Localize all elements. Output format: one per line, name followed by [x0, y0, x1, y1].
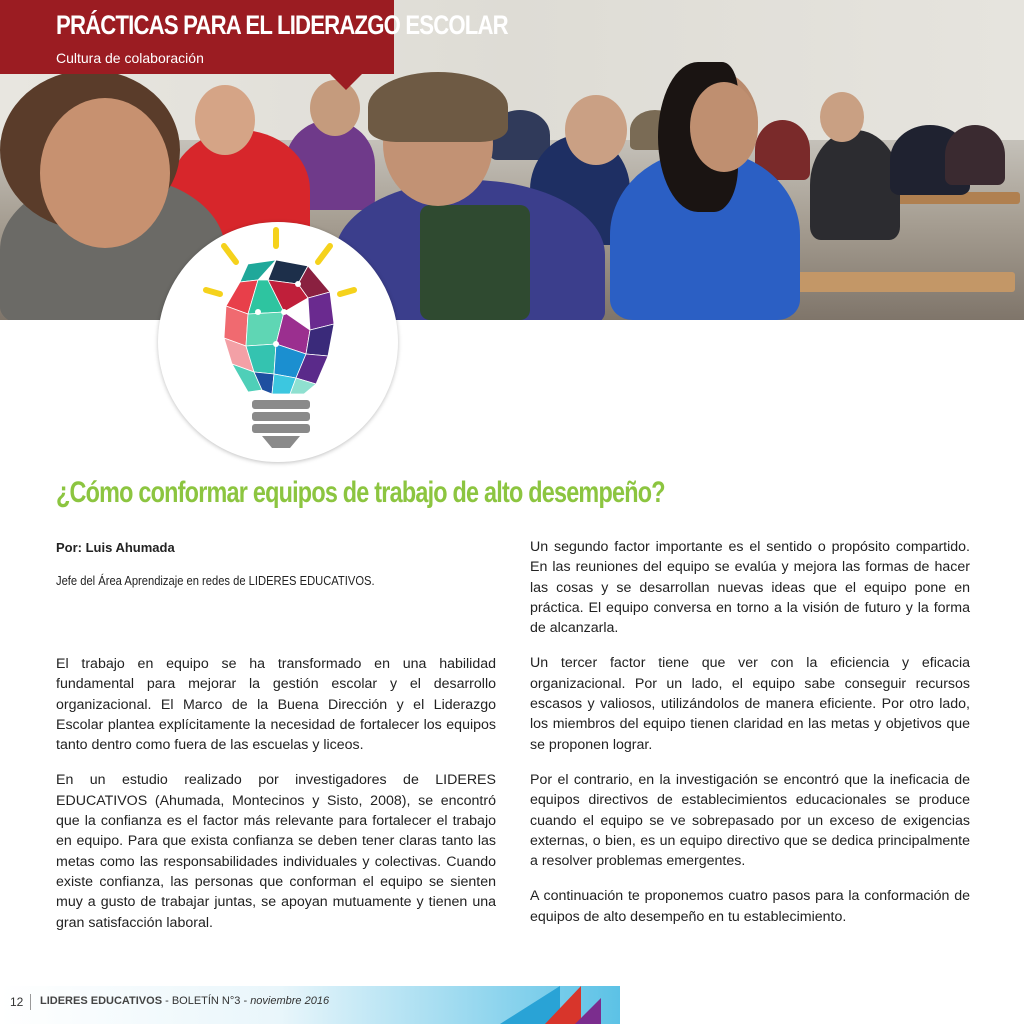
- lightbulb-icon: [158, 222, 398, 462]
- banner-notch: [330, 74, 362, 90]
- footer-separator: -: [240, 995, 251, 1007]
- footer-divider: [30, 994, 31, 1010]
- footer-issue: BOLETÍN N°3: [171, 995, 241, 1007]
- paragraph: Un tercer factor tiene que ver con la eficiencia y eficacia organizacional. Por un lado, el equipo sabe conseguir recursos escasos y valiosos, utilizándolos de manera eficiente. Por otro lado, los miembros del equipo tienen claridad en las metas y objetivos que se proponen lograr.: [530, 655, 970, 753]
- article-column-left: [56, 654, 496, 948]
- footer-credits: [40, 995, 329, 1007]
- article-byline: Por: Luis Ahumada: [56, 540, 175, 555]
- footer-brand: LIDERES EDUCATIVOS: [40, 995, 163, 1007]
- article-column-right: [530, 537, 970, 942]
- footer-decor-purple: [575, 998, 601, 1024]
- article-headline: ¿Cómo conformar equipos de trabajo de alto desempeño?: [56, 476, 665, 509]
- author-role: Jefe del Área Aprendizaje en redes de LIDERES EDUCATIVOS.: [56, 573, 375, 588]
- section-banner: [0, 0, 508, 74]
- paragraph: En un estudio realizado por investigadores de LIDERES EDUCATIVOS (Ahumada, Montecinos y Sisto, 2008), se encontró que la confianza es el factor más relevante para fortalecer el trabajo en equipo. Para que exista confianza se deben tener claras tanto las metas como las responsabilidades individuales y colectivas. Cuando existe confianza, las personas que conforman el equipo se sienten muy a gusto de trabajar juntas, se apoyan mutuamente y tienen una gran satisfacción laboral.: [56, 772, 496, 931]
- page-number: 12: [10, 995, 24, 1009]
- paragraph: Por el contrario, en la investigación se encontró que la ineficacia de equipos directivos de establecimientos educacionales se produce cuando el equipo se ve sobrepasado por un exceso de exigencias externas, o bien, es un equipo directivo que se dedica principalmente a resolver problemas emergentes.: [530, 771, 970, 870]
- footer-date: noviembre 2016: [250, 995, 330, 1007]
- paragraph: Un segundo factor importante es el sentido o propósito compartido. En las reuniones del equipo se evalúa y mejora las formas de hacer las cosas y se desarrollan nuevas ideas que el equipo pone en práctica. El equipo conversa en torno a la visión de futuro y la forma de alcanzarla.: [530, 539, 970, 637]
- lightbulb-badge: [158, 222, 398, 462]
- section-title: PRÁCTICAS PARA EL LIDERAZGO ESCOLAR: [56, 10, 508, 40]
- paragraph: A continuación te proponemos cuatro pasos para la conformación de equipos de alto desempeño en tu establecimiento.: [530, 888, 970, 925]
- footer-separator: -: [162, 995, 172, 1007]
- paragraph: El trabajo en equipo se ha transformado en una habilidad fundamental para mejorar la gestión escolar y el desarrollo organizacional. El Marco de la Buena Dirección y el Liderazgo Escolar plantea explícitamente la necesidad de fortalecer los equipos tanto dentro como fuera de las escuelas y liceos.: [56, 656, 496, 754]
- section-subtitle: Cultura de colaboración: [56, 50, 204, 66]
